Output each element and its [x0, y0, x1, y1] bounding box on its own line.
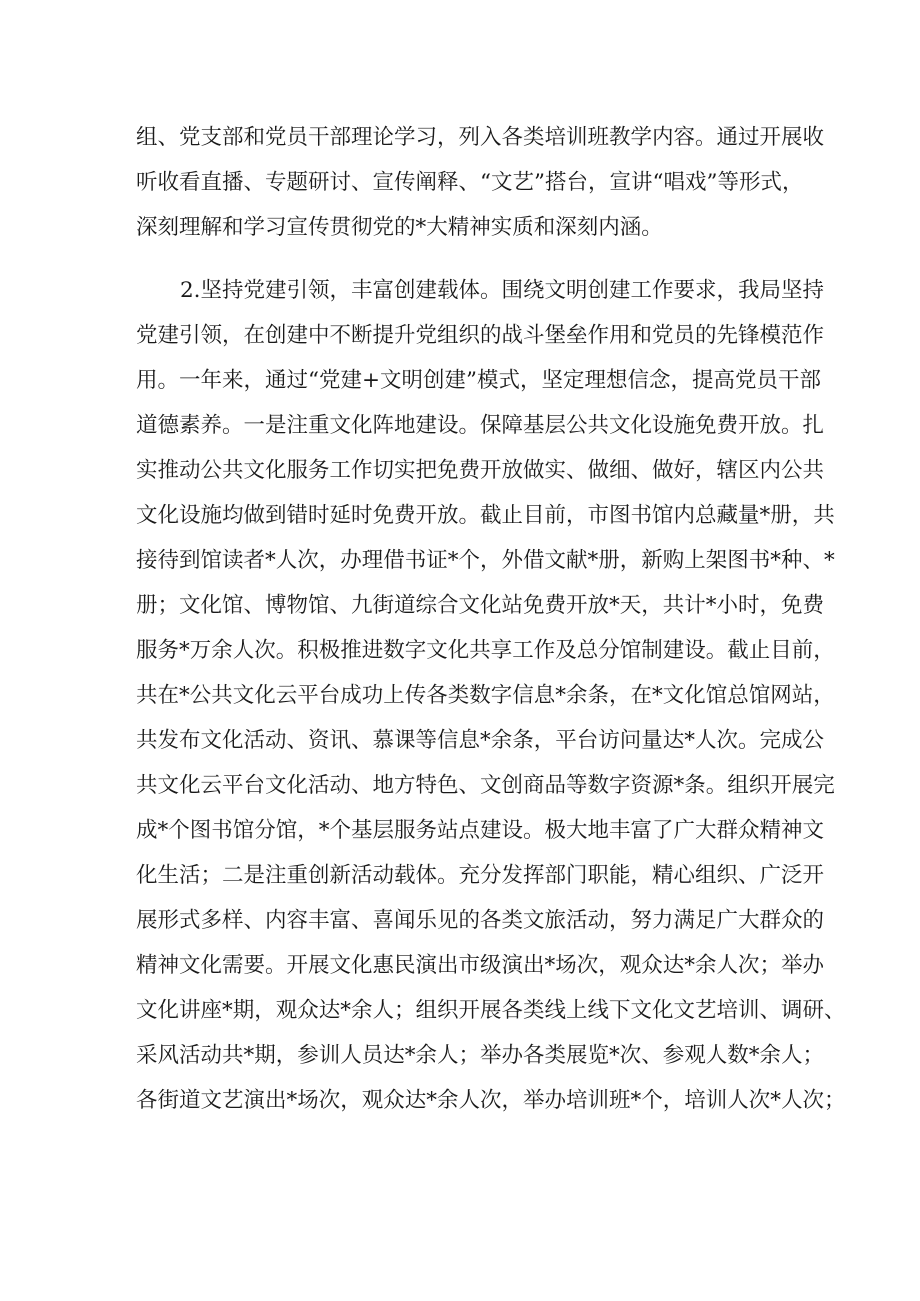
text-line: 展形式多样、内容丰富、喜闻乐见的各类文旅活动，努力满足广大群众的: [136, 908, 825, 933]
text-line: 共文化云平台文化活动、地方特色、文创商品等数字资源*条。组织开展完: [136, 773, 835, 798]
text-line: 组、党支部和党员干部理论学习，列入各类培训班教学内容。通过开展收: [136, 125, 825, 150]
text-line: 采风活动共*期，参训人员达*余人；举办各类展览*次、参观人数*余人；: [136, 1043, 825, 1068]
text-line: 听收看直播、专题研讨、宣传阐释、“文艺”搭台，宣讲“唱戏”等形式，: [136, 170, 804, 195]
text-line: 2.坚持党建引领，丰富创建载体。围绕文明创建工作要求，我局坚持: [180, 278, 825, 303]
text-line: 各街道文艺演出*场次，观众达*余人次，举办培训班*个，培训人次*人次；: [136, 1088, 846, 1113]
text-line: 册；文化馆、博物馆、九街道综合文化站免费开放*天，共计*小时，免费: [136, 593, 825, 618]
text-line: 接待到馆读者*人次，办理借书证*个，外借文献*册，新购上架图书*种、*: [136, 548, 835, 573]
text-line: 成*个图书馆分馆，*个基层服务站点建设。极大地丰富了广大群众精神文: [136, 818, 825, 843]
text-line: 用。一年来，通过“党建+文明创建”模式，坚定理想信念，提高党员干部: [136, 368, 822, 393]
text-line: 实推动公共文化服务工作切实把免费开放做实、做细、做好，辖区内公共: [136, 458, 825, 483]
text-line: 精神文化需要。开展文化惠民演出市级演出*场次，观众达*余人次；举办: [136, 953, 825, 978]
text-line: 服务*万余人次。积极推进数字文化共享工作及总分馆制建设。截止目前，: [136, 638, 835, 663]
text-line: 深刻理解和学习宣传贯彻党的*大精神实质和深刻内涵。: [136, 215, 663, 240]
text-line: 党建引领，在创建中不断提升党组织的战斗堡垒作用和党员的先锋模范作: [136, 323, 825, 348]
text-line: 共在*公共文化云平台成功上传各类数字信息*余条，在*文化馆总馆网站，: [136, 683, 835, 708]
text-line: 文化设施均做到错时延时免费开放。截止目前，市图书馆内总藏量*册，共: [136, 503, 835, 528]
text-line: 化生活；二是注重创新活动载体。充分发挥部门职能，精心组织、广泛开: [136, 863, 825, 888]
text-line: 道德素养。一是注重文化阵地建设。保障基层公共文化设施免费开放。扎: [136, 413, 825, 438]
text-line: 共发布文化活动、资讯、慕课等信息*余条，平台访问量达*人次。完成公: [136, 728, 825, 753]
text-line: 文化讲座*期，观众达*余人；组织开展各类线上线下文化文艺培训、调研、: [136, 998, 846, 1023]
